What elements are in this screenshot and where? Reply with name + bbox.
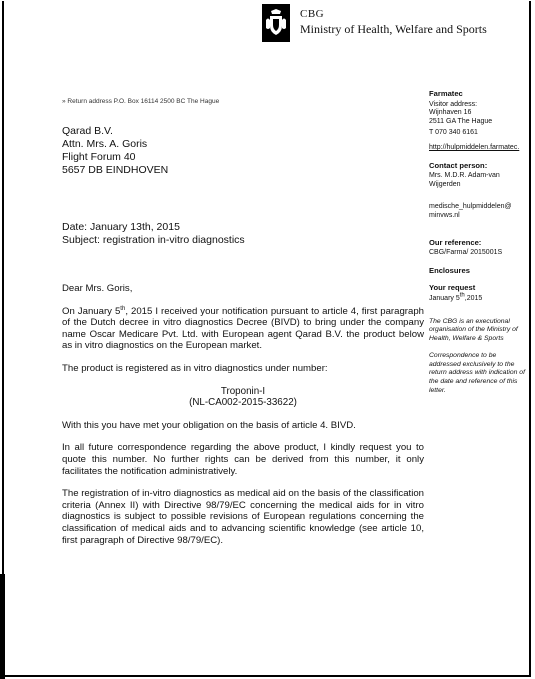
paragraph-notification: On January 5th, 2015 I received your notification pursuant to article 4, first paragraph of the Dutch decree in vitro diagnostics Decree (BIVD) to bring under the company name Oscar Medicare Pvt. Ltd. with European agent Qarad B.V. the product below as in vitro diagnostics on the European market.: [62, 305, 424, 352]
sidebar-email: medische_hulpmiddelen@ minvws.nl: [429, 203, 529, 220]
website-link[interactable]: http://hulpmiddelen.farmatec.: [429, 143, 520, 151]
sidebar-request: Your request January 5th,2015: [429, 283, 483, 302]
addressee-line: 5657 DB EINDHOVEN: [62, 164, 169, 176]
subject-line: Subject: registration in-vitro diagnostics: [62, 234, 245, 246]
paragraph-obligation: With this you have met your obligation on the basis of article 4. BIVD.: [62, 419, 356, 431]
sidebar-address: Farmatec Visitor address: Wijnhaven 16 2511 GA The Hague T 070 340 6161 http://hulpmiddelen.farmatec.: [429, 90, 529, 153]
return-address: » Return address P.O. Box 16114 2500 BC The Hague: [62, 98, 220, 105]
letter-meta: [62, 221, 245, 247]
paragraph-classification: The registration of in-vitro diagnostics as medical aid on the basis of the classification criteria (Annex II) with Directive 98/79/EC concerning the medical aids for in vitro diagnostics is subject to possible revisions of European regulations concerning the classification of medical aids and to advancing scientific knowledge (see article 10, first paragraph of Directive 98/79/EC).: [62, 488, 424, 546]
product-registration: [62, 386, 424, 409]
sidebar-details: [429, 90, 529, 404]
sidebar-note-correspondence: Correspondence to be addressed exclusively to the return address with indication of the date and reference of this letter.: [429, 352, 525, 394]
paragraph-registered: The product is registered as in vitro diagnostics under number:: [62, 362, 328, 374]
letter-body: [62, 283, 424, 557]
addressee-line: Attn. Mrs. A. Goris: [62, 138, 148, 150]
sidebar-note-organisation: The CBG is an executional organisation of the Ministry of Health, Welfare & Sports: [429, 317, 518, 342]
org-full-name: Ministry of Health, Welfare and Sports: [300, 22, 487, 36]
coat-of-arms-icon: [265, 8, 287, 38]
product-name: Troponin-I: [220, 385, 266, 397]
reference-number: CBG/Farma/ 2015001S: [429, 249, 503, 257]
department-name: Farmatec: [429, 89, 463, 98]
date-line: Date: January 13th, 2015: [62, 221, 180, 233]
coat-of-arms-logo: [262, 4, 290, 42]
addressee-line: Qarad B.V.: [62, 125, 113, 137]
scan-edge-bar: [0, 574, 5, 679]
paragraph-correspondence: In all future correspondence regarding the above product, I kindly request you to quote this number. No further rights can be derived from this number, it only facilitates the notification administratively.: [62, 442, 424, 477]
sidebar-reference: Our reference: CBG/Farma/ 2015001S: [429, 239, 529, 258]
phone-number: T 070 340 6161: [429, 129, 478, 137]
email-address[interactable]: medische_hulpmiddelen@: [429, 203, 512, 211]
addressee-line: Flight Forum 40: [62, 151, 136, 163]
sidebar-contact: Contact person: Mrs. M.D.R. Adam-van Wijgerden: [429, 160, 500, 188]
salutation: Dear Mrs. Goris,: [62, 283, 133, 294]
addressee-block: [62, 125, 168, 177]
product-number: (NL-CA002-2015-33622): [189, 397, 297, 409]
org-short-name: CBG: [300, 8, 325, 20]
sidebar-enclosures: Enclosures: [429, 265, 470, 275]
